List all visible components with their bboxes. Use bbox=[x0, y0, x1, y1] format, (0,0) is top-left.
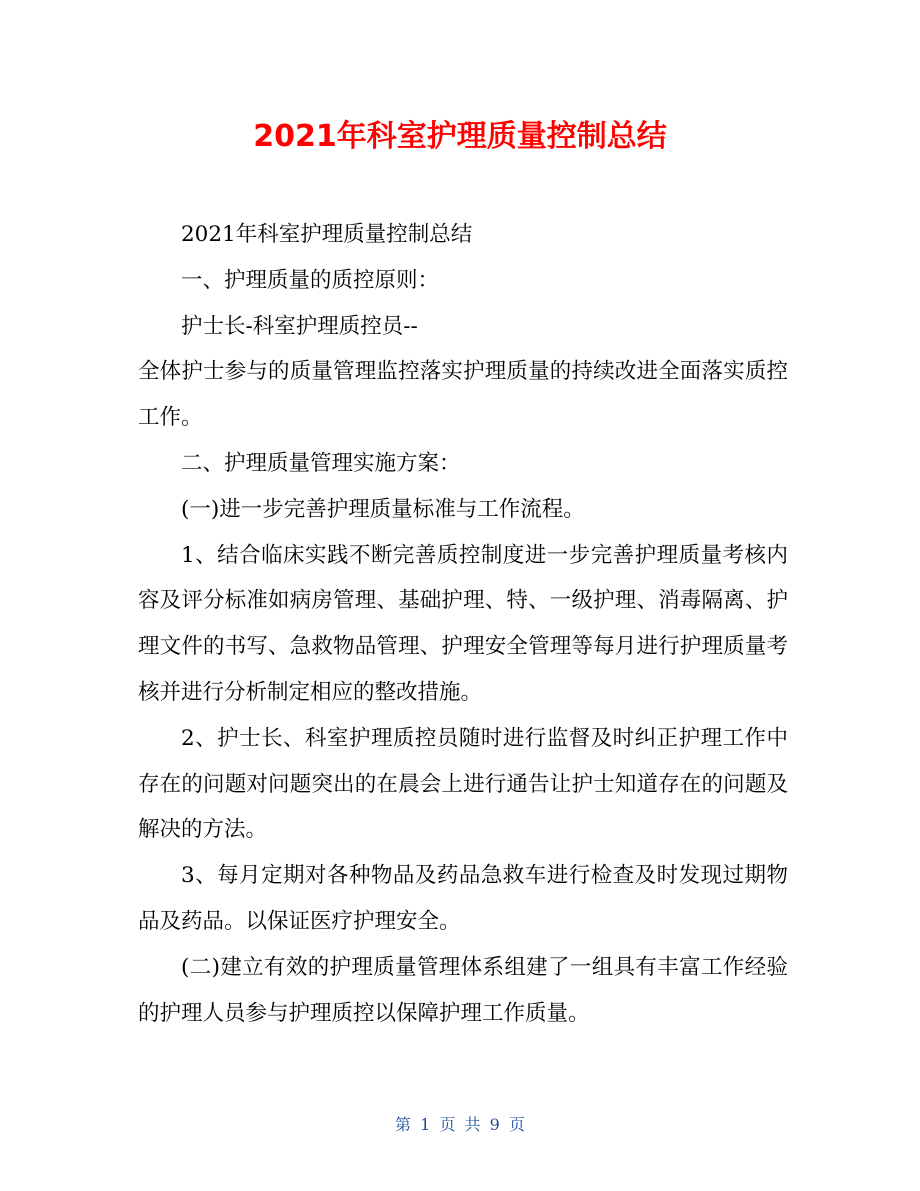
paragraph-chain-continued: 全体护士参与的质量管理监控落实护理质量的持续改进全面落实质控工作。 bbox=[138, 359, 788, 431]
paragraph-subsection-one: (一)进一步完善护理质量标准与工作流程。 bbox=[181, 496, 585, 522]
document-body bbox=[138, 212, 788, 1036]
page-footer bbox=[0, 1110, 920, 1140]
footer-suffix: 页 bbox=[508, 1115, 525, 1134]
paragraph-section-two: 二、护理质量管理实施方案： bbox=[181, 450, 461, 476]
footer-total-word: 共 bbox=[464, 1115, 481, 1134]
footer-page-word: 页 bbox=[439, 1115, 456, 1134]
footer-total-pages: 9 bbox=[489, 1115, 500, 1134]
document-title: 2021年科室护理质量控制总结 bbox=[253, 119, 667, 154]
paragraph-item-three: 3、每月定期对各种物品及药品急救车进行检查及时发现过期物品及药品。以保证医疗护理安全。 bbox=[138, 863, 788, 934]
footer-prefix: 第 bbox=[395, 1115, 412, 1134]
paragraph-item-one: 1、结合临床实践不断完善质控制度进一步完善护理质量考核内容及评分标准如病房管理、基础护理、特、一级护理、消毒隔离、护理文件的书写、急救物品管理、护理安全管理等每月进行护理质量考核并进行分析制定相应的整改措施。 bbox=[138, 542, 788, 705]
footer-current-page: 1 bbox=[420, 1115, 431, 1134]
paragraph-item-two: 2、护士长、科室护理质控员随时进行监督及时纠正护理工作中存在的问题对问题突出的在晨会上进行通告让护士知道存在的问题及解决的方法。 bbox=[138, 725, 788, 843]
paragraph-chain-start: 护士长-科室护理质控员-- bbox=[181, 313, 418, 339]
paragraph-heading-repeat: 2021年科室护理质量控制总结 bbox=[181, 222, 473, 247]
paragraph-section-one: 一、护理质量的质控原则： bbox=[181, 267, 440, 293]
paragraph-subsection-two: (二)建立有效的护理质量管理体系组建了一组具有丰富工作经验的护理人员参与护理质控以保障护理工作质量。 bbox=[138, 954, 788, 1026]
